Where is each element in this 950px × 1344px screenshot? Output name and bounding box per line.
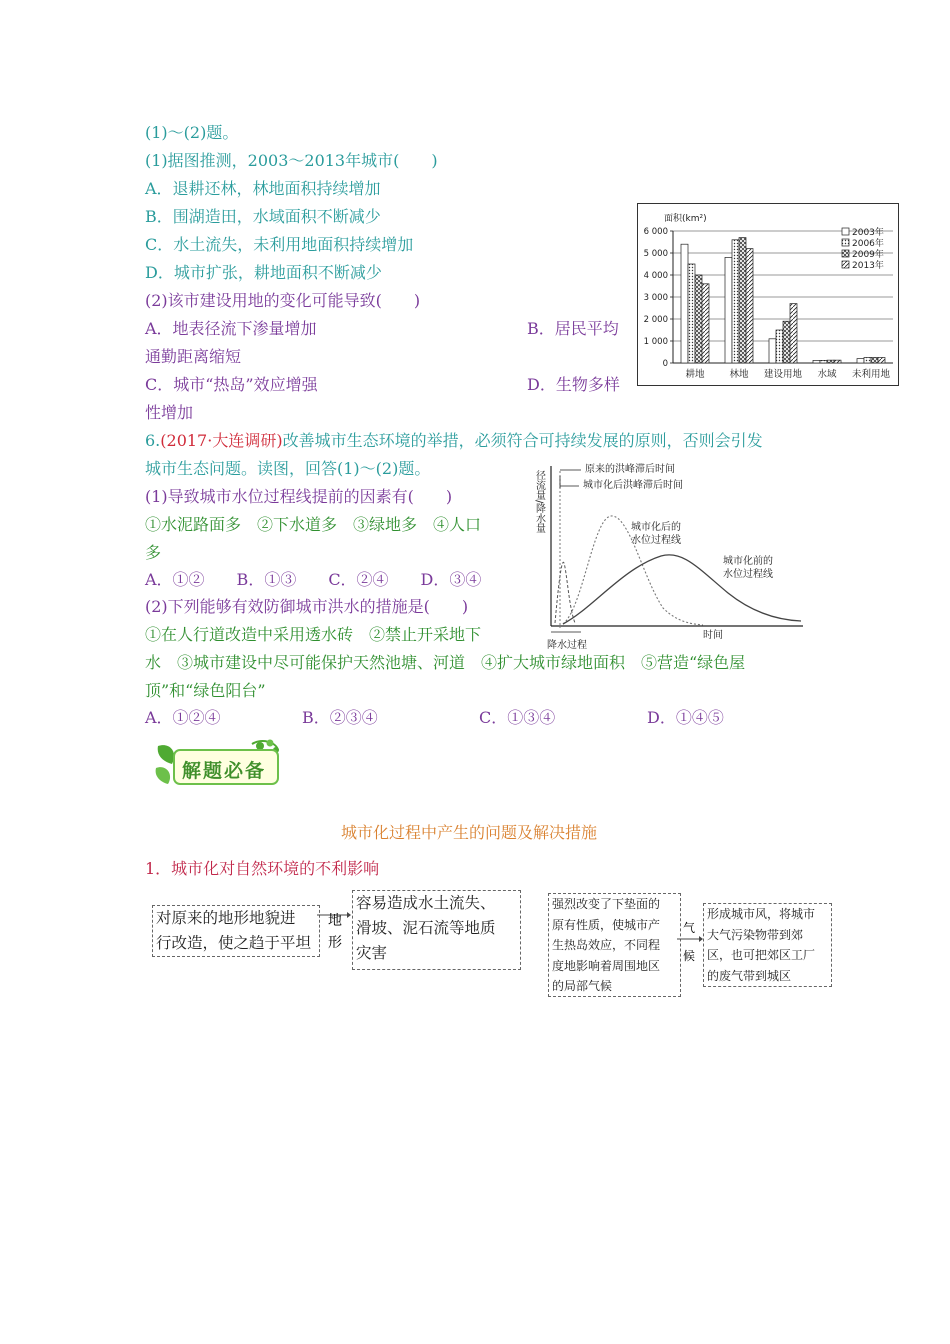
- chart-ytick-label: 0: [662, 359, 668, 369]
- q5-2-option-d-cont: 性增加: [145, 403, 194, 422]
- chart-bar: [783, 321, 790, 363]
- q6-2-options-line3: 顶”和“绿色阳台”: [145, 681, 266, 700]
- q5-question-2: (2)该市建设用地的变化可能导致( ): [145, 291, 421, 310]
- q5-2-option-b-cont: 通勤距离缩短: [145, 347, 242, 366]
- q5-1-option-b: B．围湖造田，水域面积不断减少: [145, 207, 381, 226]
- q6-stem-line1: [145, 430, 763, 452]
- chart-bar: [864, 358, 871, 364]
- q5-2-option-b: B．居民平均: [527, 319, 619, 338]
- chart-ytick-label: 3 000: [643, 293, 668, 303]
- chart-bar: [739, 238, 746, 363]
- chart-category-label: 林地: [729, 369, 749, 380]
- chart-ytick-label: 4 000: [643, 271, 668, 281]
- chart-legend-swatch: [842, 228, 849, 235]
- chart-ytick-label: 6 000: [643, 227, 668, 237]
- q6-2-choice-b: B．②③④: [302, 708, 378, 727]
- q5-1-option-a: A．退耕还林，林地面积持续增加: [145, 179, 381, 198]
- time-label: 时间: [703, 630, 723, 641]
- rainfall-curve: [555, 562, 575, 623]
- arrow-terrain-label-2: 形: [328, 935, 342, 951]
- chart-bar: [871, 358, 878, 364]
- flow-box2-line1: 容易造成水土流失、: [356, 894, 496, 912]
- chart-bar: [732, 240, 739, 363]
- chart-bar: [702, 284, 709, 363]
- chart-bar: [857, 359, 864, 363]
- q6-1-options-cont: 多: [145, 543, 162, 562]
- flow-box-heat-island: [548, 893, 681, 997]
- flow-box3-line1: 强烈改变了下垫面的: [552, 897, 661, 911]
- chart-bar: [878, 358, 885, 364]
- flow-box-terrain-change: [152, 905, 320, 957]
- q5-1-option-c: C．水土流失，未利用地面积持续增加: [145, 235, 414, 254]
- q6-stem: 改善城市生态环境的举措，必须符合可持续发展的原则，否则会引发: [282, 431, 763, 450]
- q5-2-option-c: C．城市“热岛”效应增强: [145, 375, 318, 394]
- q6-1-options: ①水泥路面多 ②下水道多 ③绿地多 ④人口: [145, 515, 482, 534]
- flow-box1-line2: 行改造，使之趋于平坦: [156, 934, 312, 952]
- q6-1-choices: A．①② B．①③ C．②④ D．③④: [145, 570, 482, 589]
- flow-box4-line2: 大气污染物带到郊: [707, 927, 804, 942]
- chart-bar: [813, 360, 820, 363]
- q6-stem-line2: 城市生态问题。读图，回答(1)～(2)题。: [145, 459, 431, 478]
- chart-bar: [681, 244, 688, 363]
- chart-bar: [725, 257, 732, 363]
- lag-urban-label: 城市化后洪峰滞后时间: [583, 480, 683, 491]
- q6-2-options-line1: ①在人行道改造中采用透水砖 ②禁止开采地下: [145, 625, 482, 644]
- lag-orig-label: 原来的洪峰滞后时间: [585, 464, 675, 475]
- chart-bar: [746, 249, 753, 363]
- chart-legend-label: 2003年: [852, 228, 884, 238]
- curve-before-label-1: 城市化前的: [723, 556, 773, 567]
- flow-box-geologic-disaster: [352, 890, 521, 970]
- chart-legend-swatch: [842, 261, 849, 268]
- chart-bar: [695, 275, 702, 363]
- chart-bar: [769, 339, 776, 363]
- section-title: 城市化过程中产生的问题及解决措施: [341, 823, 598, 842]
- chart-bar: [790, 304, 797, 363]
- flow-box3-line4: 度地影响着周围地区: [552, 958, 661, 973]
- q5-question-1: (1)据图推测，2003～2013年城市( ): [145, 151, 438, 170]
- chart-ylabel: 面积(km²): [664, 214, 707, 224]
- arrow-terrain-label-1: 地: [328, 913, 342, 929]
- flow-box3-line5: 的局部气候: [552, 979, 613, 993]
- q5-1-option-d: D．城市扩张，耕地面积不断减少: [145, 263, 382, 282]
- arrow-climate-label-2: 候: [683, 949, 696, 963]
- chart-bar: [834, 360, 841, 363]
- chart-legend-label: 2013年: [852, 261, 884, 271]
- q5-intro: (1)～(2)题。: [145, 123, 239, 142]
- q6-question-1: (1)导致城市水位过程线提前的因素有( ): [145, 487, 453, 506]
- q6-source: (2017·大连调研): [160, 431, 283, 450]
- flow-box2-line3: 灾害: [356, 944, 388, 962]
- banner-label: 解题必备: [182, 760, 267, 782]
- curve-after-label-2: 水位过程线: [631, 535, 681, 546]
- chart-category-label: 建设用地: [763, 369, 803, 380]
- chart-category-label: 耕地: [685, 369, 705, 380]
- curve-before-label-2: 水位过程线: [723, 569, 773, 580]
- flow-box4-line3: 区，也可把郊区工厂: [707, 948, 816, 962]
- hydrograph-ylabel: 径流量/降水量: [533, 470, 545, 534]
- q6-number: 6.: [145, 431, 161, 450]
- q6-question-2: (2)下列能够有效防御城市洪水的措施是( ): [145, 597, 469, 616]
- flow-box4-line1: 形成城市风，将城市: [707, 907, 816, 921]
- chart-bar: [776, 330, 783, 363]
- chart-ytick-label: 2 000: [643, 315, 668, 325]
- section-banner: [152, 738, 282, 788]
- q6-2-choice-d: D．①④⑤: [647, 708, 724, 727]
- chart-legend-label: 2009年: [852, 250, 884, 260]
- section-heading-1: 1．城市化对自然环境的不利影响: [145, 859, 380, 878]
- land-use-bar-chart: [637, 203, 899, 386]
- chart-legend-swatch: [842, 250, 849, 257]
- hydrograph-diagram: [533, 458, 808, 658]
- arrow-climate-label-1: 气: [683, 921, 696, 935]
- flow-box4-line4: 的废气带到城区: [707, 968, 792, 983]
- chart-category-label: 未利用地: [851, 369, 891, 380]
- chart-bar: [820, 360, 827, 363]
- flow-box1-line1: 对原来的地形地貌进: [156, 909, 296, 927]
- q6-2-choice-c: C．①③④: [479, 708, 556, 727]
- curve-after-label-1: 城市化后的: [631, 522, 681, 533]
- q5-2-option-d: D．生物多样: [527, 375, 620, 394]
- flow-box2-line2: 滑坡、泥石流等地质: [356, 919, 496, 937]
- chart-ytick-label: 5 000: [643, 249, 668, 259]
- chart-bar: [827, 360, 834, 363]
- chart-ytick-label: 1 000: [643, 337, 668, 347]
- q6-2-options-line2: 水 ③城市建设中尽可能保护天然池塘、河道 ④扩大城市绿地面积 ⑤营造“绿色屋: [145, 653, 746, 672]
- chart-category-label: 水域: [817, 369, 837, 380]
- flow-box3-line2: 原有性质，使城市产: [552, 917, 661, 932]
- rain-process-label: 降水过程: [547, 640, 587, 651]
- flow-box-urban-wind: [703, 903, 832, 987]
- q6-2-choice-a: A．①②④: [145, 708, 221, 727]
- chart-legend-label: 2006年: [852, 239, 884, 249]
- q5-2-option-a: A．地表径流下渗量增加: [145, 319, 317, 338]
- chart-legend-swatch: [842, 239, 849, 246]
- chart-bar: [688, 264, 695, 363]
- flow-box3-line3: 生热岛效应，不同程: [552, 938, 661, 952]
